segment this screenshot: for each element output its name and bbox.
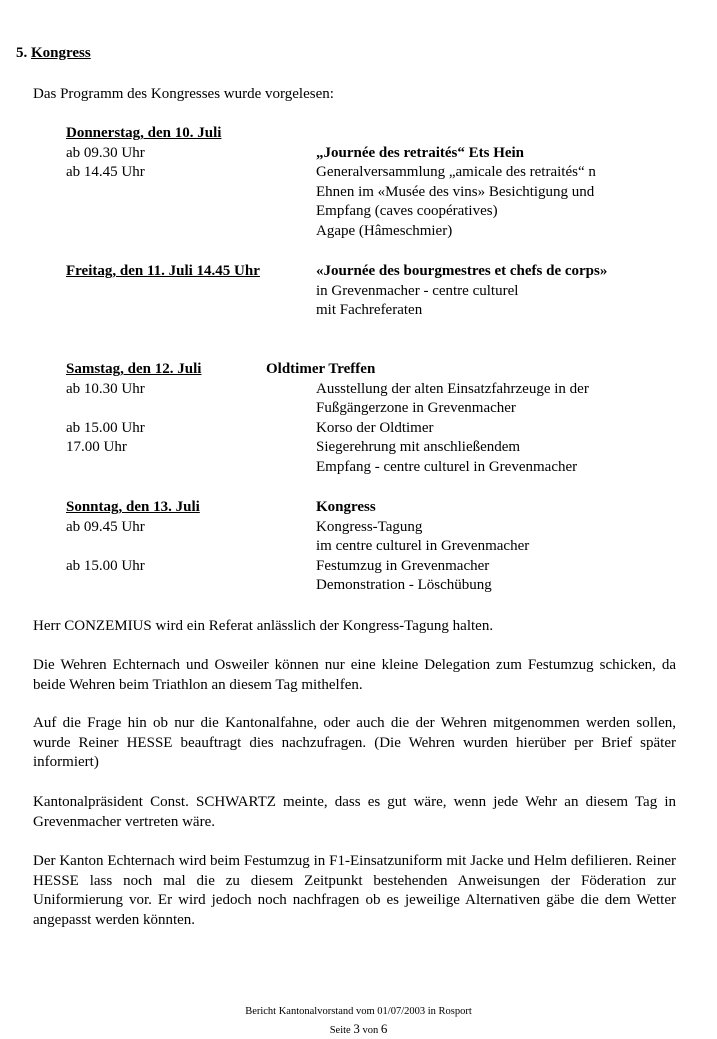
program-text: Festumzug in Grevenmacher — [316, 557, 490, 574]
paragraph-uniform: Der Kanton Echternach wird beim Festumzug in F1-Einsatzuniform mit Jacke und Helm defilieren. Reiner HESSE lass noch mal die zu diesem Zeitpunkt bestehenden Anweisungen der Föderation zur Uniformierung vor. Er wird jedoch noch nachfragen ob es jeweilige Alternativen gäbe die dem Wetter angepasst werden könnten. — [33, 853, 676, 929]
program-time: ab 09.30 Uhr — [66, 144, 145, 161]
section-title: Kongress — [31, 45, 91, 61]
program-text: Empfang (caves coopératives) — [316, 203, 498, 220]
program-text: im centre culturel in Grevenmacher — [316, 538, 530, 555]
intro-text: Das Programm des Kongresses wurde vorgelesen: — [33, 86, 334, 102]
program-text: Fußgängerzone in Grevenmacher — [316, 400, 516, 417]
program-time: 17.00 Uhr — [66, 439, 127, 456]
day-header-event: Kongress — [316, 499, 376, 515]
program-time: ab 10.30 Uhr — [66, 380, 145, 397]
page-total: 6 — [380, 1021, 388, 1036]
program-text: Kongress-Tagung — [316, 518, 423, 535]
day-header: Samstag, den 12. Juli — [66, 361, 202, 377]
paragraph-delegation: Die Wehren Echternach und Osweiler können nur eine kleine Delegation zum Festumzug schicken, da beide Wehren beim Triathlon an diesem Tag mithelfen. — [33, 657, 676, 693]
paragraph-referat: Herr CONZEMIUS wird ein Referat anlässlich der Kongress-Tagung halten. — [33, 618, 494, 634]
footer-report: Bericht Kantonalvorstand vom 01/07/2003 in Rosport — [245, 1006, 472, 1017]
day-header: Sonntag, den 13. Juli — [66, 499, 200, 515]
paragraph-fahne: Auf die Frage hin ob nur die Kantonalfahne, oder auch die der Wehren mitgenommen werden sollen, wurde Reiner HESSE beauftragt dies nachzufragen. (Die Wehren wurden hierüber per Brief später informiert) — [33, 715, 676, 771]
program-time: ab 15.00 Uhr — [66, 557, 145, 574]
program-time: ab 09.45 Uhr — [66, 518, 145, 535]
program-text: Empfang - centre culturel in Grevenmacher — [316, 458, 578, 475]
program-text: Ehnen im «Musée des vins» Besichtigung und — [316, 183, 595, 200]
day-header: Freitag, den 11. Juli 14.45 Uhr — [66, 263, 260, 279]
program-time: ab 15.00 Uhr — [66, 419, 145, 436]
program-text: in Grevenmacher - centre culturel — [316, 282, 519, 299]
program-text: Ausstellung der alten Einsatzfahrzeuge in der — [316, 380, 589, 397]
program-text: mit Fachreferaten — [316, 302, 423, 319]
page-label: Seite — [329, 1025, 351, 1036]
page-current: 3 — [353, 1021, 360, 1036]
program-text: „Journée des retraités“ Ets Hein — [316, 144, 525, 161]
program-text: Demonstration - Löschübung — [316, 577, 492, 594]
program-text: Siegerehrung mit anschließendem — [316, 439, 521, 456]
program-text: Agape (Hâmeschmier) — [316, 222, 453, 239]
paragraph-schwartz: Kantonalpräsident Const. SCHWARTZ meinte, dass es gut wäre, wenn jede Wehr an diesem Tag in Grevenmacher vertreten wäre. — [33, 794, 676, 830]
page-sep: von — [362, 1025, 379, 1036]
program-text: Generalversammlung „amicale des retraités“ n — [316, 164, 596, 181]
section-heading — [16, 45, 91, 62]
section-number: 5. — [16, 45, 28, 61]
program-time: ab 14.45 Uhr — [66, 164, 145, 181]
footer-page-number — [0, 1021, 717, 1037]
day-header-event: Oldtimer Treffen — [266, 361, 376, 377]
day-header-event: «Journée des bourgmestres et chefs de corps» — [316, 263, 608, 279]
day-header: Donnerstag, den 10. Juli — [66, 125, 222, 141]
program-text: Korso der Oldtimer — [316, 419, 434, 436]
